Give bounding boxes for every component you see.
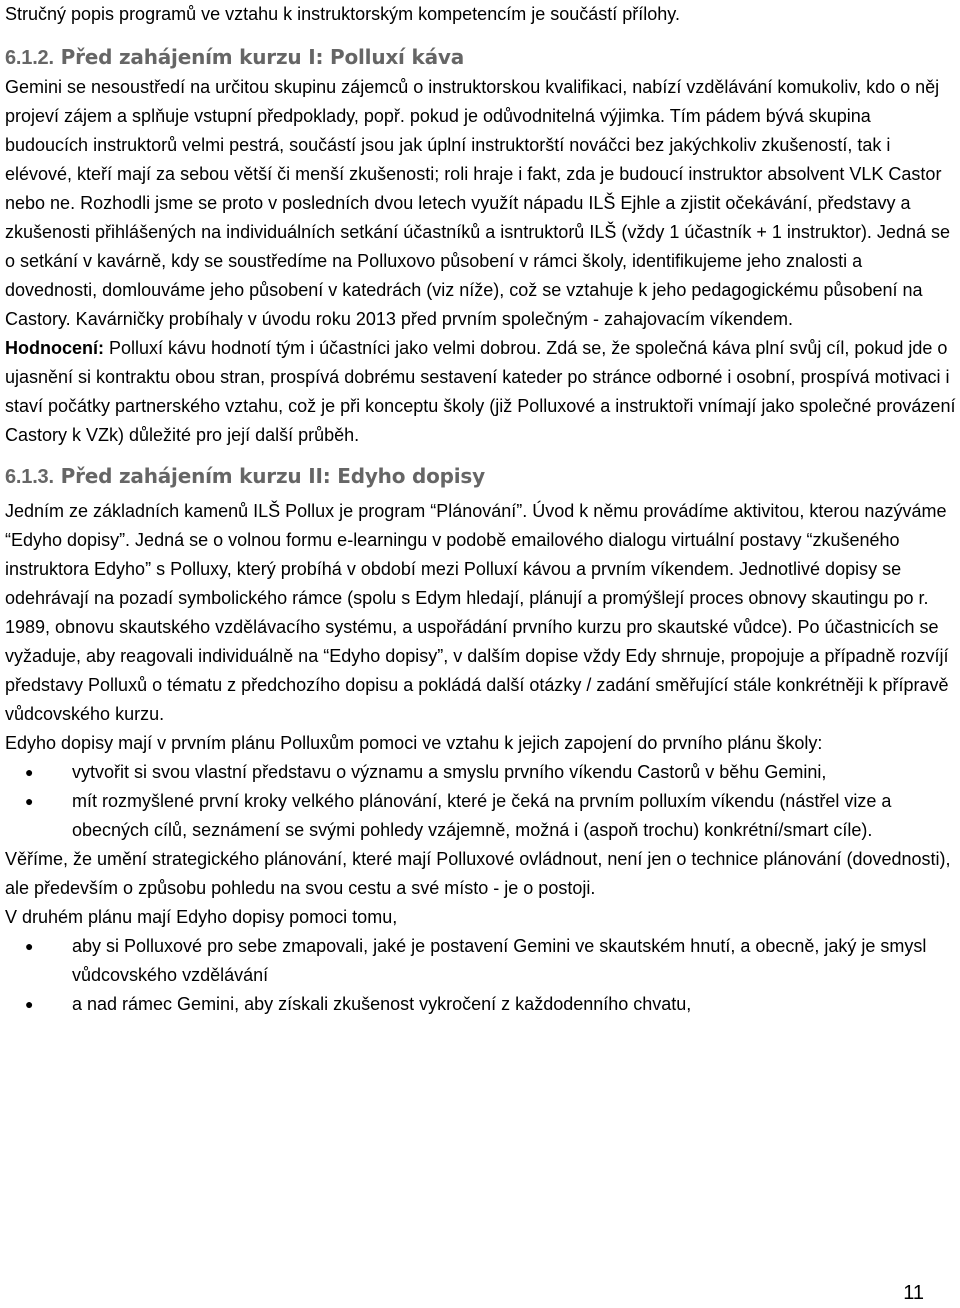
section-number: 6.1.3. (5, 466, 54, 488)
list-item (5, 787, 957, 845)
paragraph-edyho-dopisy: Jedním ze základních kamenů ILŠ Pollux je program “Plánování”. Úvod k němu provádíme aktivitou, kterou nazýváme “Edyho dopisy”. Jedná se o volnou formu e-learningu v podobě emailového dialogu virtuální postavy “zkušeného instruktora Edyho” s Polluxy, který probíhá v období mezi Polluxí kávou a prvním víkendem. Jednotlivé dopisy se odehrávají na pozadí symbolického rámce (spolu s Edym hledají, plánují a promýšlejí proces obnovy skautingu po r. 1989, obnovu skautského vzdělávacího systému, a uspořádání prvního kurzu pro skautské vůdce). Po účastnicích se vyžaduje, aby reagovali individuálně na “Edyho dopisy”, v dalším dopise vždy Edy shrnuje, propojuje a případně rozvíjí představy Polluxů o tématu z předchozího dopisu a pokládá další otázky / zadání směřující stále konkrétněji k přípravě vůdcovského kurzu. (5, 501, 949, 724)
section-title: Před zahájením kurzu II: Edyho dopisy (60, 464, 485, 488)
list-item (5, 932, 957, 990)
bullet-icon: ● (25, 764, 34, 780)
list-item-text: mít rozmyšlené první kroky velkého plánování, které je čeká na prvním polluxím víkendu (nástřel vize a obecných cílů, seznámení se svými pohledy vzájemně, možná i (aspoň trochu) konkrétní/smart cíle). (72, 791, 892, 840)
bullet-list-first-plan (5, 758, 957, 845)
section-title: Před zahájením kurzu I: Polluxí káva (60, 45, 465, 69)
bullet-icon: ● (25, 793, 34, 809)
bullet-list-second-plan (5, 932, 957, 1019)
paragraph-polluxi-kava: Gemini se nesoustředí na určitou skupinu zájemců o instruktorskou kvalifikaci, nabízí vzdělávání komukoliv, kdo o něj projeví zájem a splňuje vstupní předpoklady, popř. pokud je odůvodnitelná výjimka. Tím pádem bývá skupina budoucích instruktorů velmi pestrá, součástí jsou jak úplní instruktorští nováčci bez jakýchkoliv zkušeností, tak i elévové, kteří mají za sebou větší či menší zkušenosti; roli hraje i fakt, zda je budoucí instruktor absolvent VLK Castor nebo ne. Rozhodli jsme se proto v posledních dvou letech využít nápadu ILŠ Ejhle a zjistit očekávání, představy a zkušenosti přihlášených na individuálních setkání účastníků a isntruktorů ILŠ (vždy 1 účastník + 1 instruktor). Jedná se o setkání v kavárně, kdy se soustředíme na Polluxovo působení v rámci školy, identifikujeme jeho znalosti a dovednosti, domlouváme jeho působení v katedrách (viz níže), což se vztahuje k jeho pedagogickému působení na Castory. Kavárničky probíhaly v úvodu roku 2013 před prvním společným - zahajovacím víkendem. (5, 77, 950, 329)
hodnoceni-label: Hodnocení: (5, 338, 104, 358)
section-heading-6-1-2 (5, 42, 957, 73)
bullet-icon: ● (25, 996, 34, 1012)
list-item (5, 758, 957, 787)
intro-paragraph: Stručný popis programů ve vztahu k instruktorským kompetencím je součástí přílohy. (5, 4, 680, 24)
hodnoceni-text: Polluxí kávu hodnotí tým i účastníci jako velmi dobrou. Zdá se, že společná káva plní svůj cíl, pokud jde o ujasnění si kontraktu obou stran, prospívá dobrému sestavení kateder po stránce odborné i osobní, prospívá motivaci i staví počátky partnerského vztahu, což je při konceptu školy (již Polluxové a instruktoři vnímají jako společné provázení Castory k VZk) důležité pro její další průběh. (5, 338, 956, 445)
paragraph-second-plan: V druhém plánu mají Edyho dopisy pomoci tomu, (5, 907, 398, 927)
list-item-text: vytvořit si svou vlastní představu o významu a smyslu prvního víkendu Castorů v běhu Gemini, (72, 762, 827, 782)
paragraph-verime: Věříme, že umění strategického plánování, které mají Polluxové ovládnout, není jen o technice plánování (dovednosti), ale především o způsobu pohledu na svou cestu a své místo - je o postoji. (5, 849, 951, 898)
bullet-icon: ● (25, 938, 34, 954)
list-item-text: a nad rámec Gemini, aby získali zkušenost vykročení z každodenního chvatu, (72, 994, 692, 1014)
section-heading-6-1-3 (5, 461, 957, 492)
section-number: 6.1.2. (5, 47, 54, 69)
page-number: 11 (903, 1282, 924, 1304)
list-item-text: aby si Polluxové pro sebe zmapovali, jaké je postavení Gemini ve skautském hnutí, a obecně, jaký je smysl vůdcovského vzdělávání (72, 936, 927, 985)
paragraph-first-plan: Edyho dopisy mají v prvním plánu Polluxům pomoci ve vztahu k jejich zapojení do prvního plánu školy: (5, 733, 823, 753)
document-page (5, 0, 957, 1019)
paragraph-hodnoceni (5, 334, 957, 450)
list-item (5, 990, 957, 1019)
